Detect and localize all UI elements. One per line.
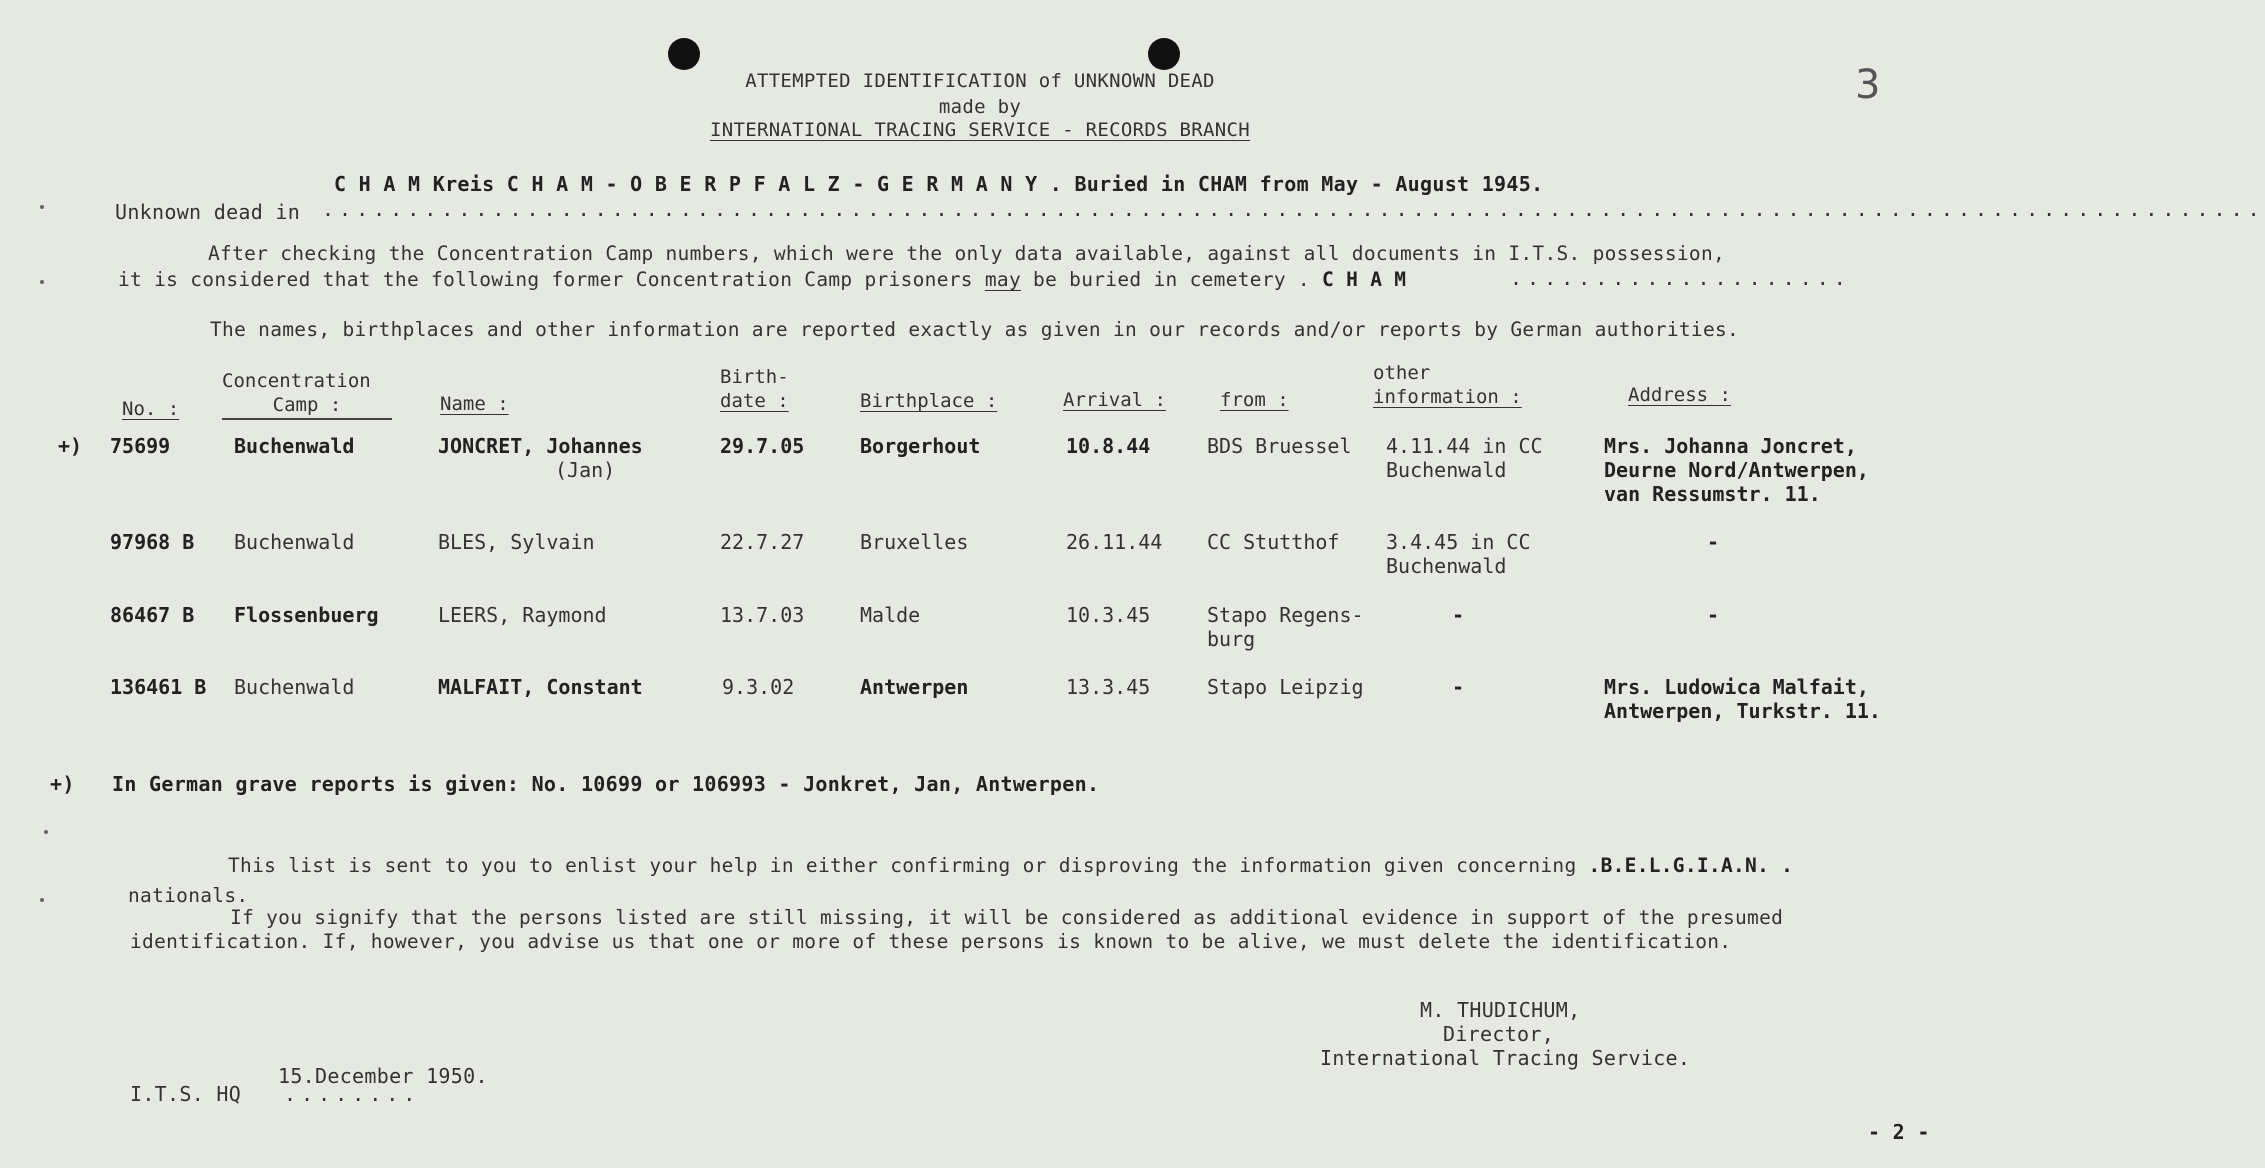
cell-birthdate: 29.7.05 [720, 434, 805, 458]
cell-name: MALFAIT, Constant [438, 675, 643, 699]
cell-arrival: 10.8.44 [1066, 434, 1151, 458]
page-number: 3 [1855, 62, 1881, 108]
col-header-address: Address : [1628, 384, 1731, 406]
intro-line-3: The names, birthplaces and other information are reported exactly as given in our records and/or reports by German authorities. [210, 318, 1740, 341]
col-header-camp-bottom-text: Camp : [272, 394, 342, 416]
col-header-no: No. : [122, 398, 180, 420]
cell-address: Mrs. Ludowica Malfait, [1604, 675, 1869, 699]
col-header-camp-bottom [222, 394, 392, 420]
col-header-name: Name : [440, 393, 509, 415]
intro-line-2 [118, 268, 1406, 291]
cell-no: 136461 B [110, 675, 207, 699]
closing-p2-line-2: identification. If, however, you advise us that one or more of these persons is known to be alive, we must delete the identification. [130, 930, 1732, 953]
cell-birthdate: 13.7.03 [720, 603, 805, 627]
cell-other: 4.11.44 in CC [1386, 434, 1543, 458]
cell-birthplace: Borgerhout [860, 434, 981, 458]
col-header-arrival: Arrival : [1063, 389, 1166, 411]
intro-line-1: After checking the Concentration Camp numbers, which were the only data available, against all documents in I.T.S. possession, [208, 242, 1726, 265]
cell-name: JONCRET, Johannes [438, 434, 643, 458]
punch-hole-right [1148, 38, 1180, 70]
cell-name: LEERS, Raymond [438, 603, 607, 627]
cell-from: CC Stutthof [1207, 530, 1340, 554]
signature-name: M. THUDICHUM, [1420, 998, 1581, 1022]
cell-from: Stapo Leipzig [1207, 675, 1364, 699]
cell-from: Stapo Regens- [1207, 603, 1364, 627]
location-label: Unknown dead in [115, 200, 301, 224]
cell-no: 75699 [110, 434, 171, 458]
cell-address: - [1707, 530, 1720, 554]
closing-p2-line-1: If you signify that the persons listed are still missing, it will be considered as additional evidence in support of the presumed [230, 906, 1784, 929]
cell-address-line-3: van Ressumstr. 11. [1604, 482, 1821, 506]
intro-may: may [984, 268, 1022, 291]
title-line-3-text: INTERNATIONAL TRACING SERVICE - RECORDS BRANCH [710, 119, 1250, 141]
signature-org: International Tracing Service. [1320, 1046, 1691, 1070]
cell-name-line-2: (Jan) [555, 458, 616, 482]
punch-hole-left [668, 38, 700, 70]
closing-p1-line-1 [228, 854, 1793, 877]
cemetery-dotted-line: .................... [1510, 266, 1851, 290]
closing-p1-line-2: nationals. [128, 884, 249, 907]
location-value: C H A M Kreis C H A M - O B E R P F A L Z - G E R M A N Y . Buried in CHAM from May - August 1945. [334, 172, 1544, 196]
cell-other-line-2: Buchenwald [1386, 458, 1507, 482]
row-marker: +) [58, 434, 83, 458]
cell-other: 3.4.45 in CC [1386, 530, 1531, 554]
cell-address-line-2: Antwerpen, Turkstr. 11. [1604, 699, 1881, 723]
intro-line-2-prefix: it is considered that the following former Concentration Camp prisoners [118, 268, 985, 291]
cell-camp: Flossenbuerg [234, 603, 379, 627]
cell-birthplace: Malde [860, 603, 921, 627]
cemetery-name: C H A M [1322, 268, 1407, 291]
cell-arrival: 13.3.45 [1066, 675, 1151, 699]
cell-other-line-2: Buchenwald [1386, 554, 1507, 578]
footer-date: 15.December 1950. [278, 1064, 488, 1088]
cell-no: 86467 B [110, 603, 195, 627]
cell-other: - [1452, 603, 1465, 627]
margin-mark [40, 280, 44, 284]
col-header-other-top: other [1373, 362, 1431, 384]
cell-birthplace: Antwerpen [860, 675, 969, 699]
signature-title: Director, [1443, 1022, 1555, 1046]
col-header-birthdate-bottom: date : [720, 390, 789, 412]
title-line-2: made by [938, 96, 1022, 118]
cell-address-line-2: Deurne Nord/Antwerpen, [1604, 458, 1869, 482]
cell-no: 97968 B [110, 530, 195, 554]
cell-birthplace: Bruxelles [860, 530, 969, 554]
footer-page-number: - 2 - [1868, 1120, 1930, 1144]
footnote-text: In German grave reports is given: No. 10699 or 106993 - Jonkret, Jan, Antwerpen. [112, 772, 1100, 796]
footer-dotted-line: ........ [284, 1082, 421, 1106]
cell-camp: Buchenwald [234, 434, 355, 458]
col-header-camp-top: Concentration [222, 370, 371, 392]
cell-from-line-2: burg [1207, 627, 1256, 651]
footer-place: I.T.S. HQ [130, 1082, 242, 1106]
closing-p1-text: This list is sent to you to enlist your help in either confirming or disproving the information given concerning [228, 854, 1577, 877]
cell-from: BDS Bruessel [1207, 434, 1352, 458]
cell-camp: Buchenwald [234, 530, 355, 554]
cell-arrival: 10.3.45 [1066, 603, 1151, 627]
col-header-birthplace: Birthplace : [860, 390, 998, 412]
col-header-other-bottom: information : [1373, 386, 1522, 408]
cell-birthdate: 22.7.27 [720, 530, 805, 554]
margin-mark [40, 205, 44, 209]
cell-address: - [1707, 603, 1720, 627]
cell-camp: Buchenwald [234, 675, 355, 699]
intro-line-2-suffix: be buried in cemetery . [1021, 268, 1310, 291]
cell-name: BLES, Sylvain [438, 530, 595, 554]
location-dotted-line: .................................................................................................................. [322, 197, 2265, 221]
margin-mark [44, 830, 48, 834]
footnote-marker: +) [50, 772, 75, 796]
cell-other: - [1452, 675, 1465, 699]
cell-address: Mrs. Johanna Joncret, [1604, 434, 1857, 458]
col-header-from: from : [1220, 389, 1289, 411]
margin-mark [40, 898, 44, 902]
cell-arrival: 26.11.44 [1066, 530, 1163, 554]
title-line-3 [600, 119, 1360, 141]
title-line-1: ATTEMPTED IDENTIFICATION of UNKNOWN DEAD [745, 70, 1215, 92]
cell-birthdate: 9.3.02 [722, 675, 795, 699]
col-header-birthdate-top: Birth- [720, 366, 789, 388]
nationality: .B.E.L.G.I.A.N. . [1588, 854, 1794, 877]
